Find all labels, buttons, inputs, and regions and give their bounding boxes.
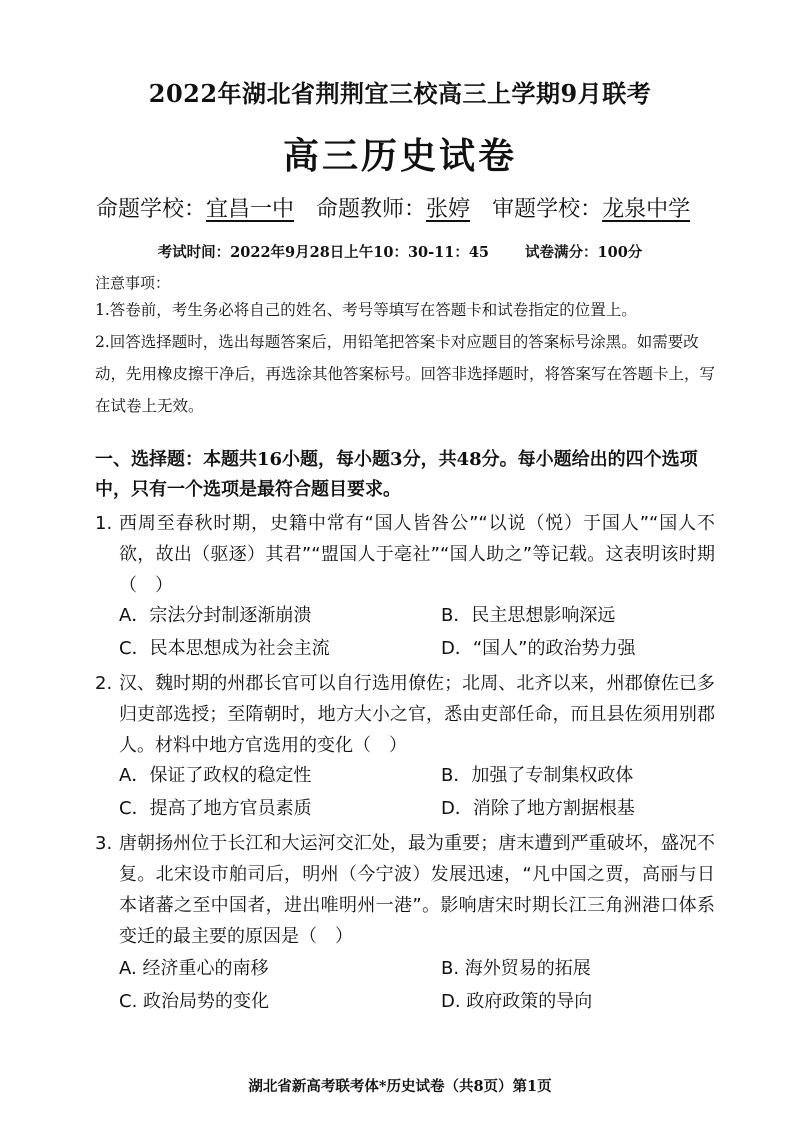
school-label: 命题学校： (96, 197, 207, 222)
exam-time: 考试时间：2022年9月28日上午10：30-11：45 (157, 244, 490, 261)
question-stem: 唐朝扬州位于长江和大运河交汇处，最为重要；唐末遭到严重破坏，盛况不复。北宋设市舶司后，明州（今宁波）发展迅速，“凡中国之贾，高丽与日本诸蕃之至中国者，进出唯明州一港”。影响唐宋时期长江三角洲港口体系变迁的最主要的原因是（ ） (119, 833, 715, 947)
school-value: 宜昌一中 (206, 197, 295, 222)
option-b: B. 海外贸易的拓展 (441, 958, 591, 979)
full-score: 试卷满分：100分 (525, 244, 643, 261)
option-d: D．“国人”的政治势力强 (441, 638, 636, 659)
question-stem: 西周至春秋时期，史籍中常有“国人皆咎公”“以说（悦）于国人”“国人不欲，故出（驱逐）其君”“盟国人于亳社”“国人助之”等记载。这表明该时期（ ） (119, 513, 715, 596)
exam-info (0, 241, 800, 262)
question-number: 2. (95, 673, 113, 694)
reviewer-label: 审题学校： (492, 197, 603, 222)
teacher-value: 张婷 (426, 197, 471, 222)
question-1 (95, 508, 715, 601)
option-a: A. 经济重心的南移 (119, 958, 269, 979)
reviewer-value: 龙泉中学 (602, 197, 691, 222)
question-number: 3. (95, 833, 113, 854)
staff-line (96, 192, 690, 223)
option-c: C．民本思想成为社会主流 (119, 638, 330, 659)
option-b: B．加强了专制集权政体 (441, 765, 634, 786)
option-d: D. 政府政策的导向 (441, 991, 593, 1012)
option-a: A．宗法分封制逐渐崩溃 (119, 605, 312, 626)
option-c: C．提高了地方官员素质 (119, 798, 312, 819)
question-3 (95, 828, 715, 952)
subject-title: 高三历史试卷 (282, 135, 517, 177)
exam-title: 2022年湖北省荆荆宜三校高三上学期9月联考 (148, 79, 652, 108)
notice-heading: 注意事项： (95, 274, 171, 292)
question-number: 1. (95, 513, 113, 534)
teacher-label: 命题教师： (316, 197, 427, 222)
option-a: A．保证了政权的稳定性 (119, 765, 312, 786)
option-d: D．消除了地方割据根基 (441, 798, 635, 819)
notice-item-2: 2.回答选择题时，选出每题答案后，用铅笔把答案卡对应题目的答案标号涂黑。如需要改动，先用橡皮擦干净后，再选涂其他答案标号。回答非选择题时，将答案写在答题卡上，写在试卷上无效。 (95, 333, 716, 415)
option-c: C. 政治局势的变化 (119, 991, 270, 1012)
section-heading: 一、选择题：本题共16小题，每小题3分，共48分。每小题给出的四个选项中，只有一个选项是最符合题目要求。 (95, 449, 698, 500)
option-b: B．民主思想影响深远 (441, 605, 616, 626)
page-footer: 湖北省新高考联考体*历史试卷（共8页）第1页 (248, 1078, 552, 1095)
question-2 (95, 668, 715, 761)
notice-item-1: 1.答卷前，考生务必将自己的姓名、考号等填写在答题卡和试卷指定的位置上。 (95, 301, 637, 319)
question-stem: 汉、魏时期的州郡长官可以自行选用僚佐；北周、北齐以来，州郡僚佐已多归吏部选授；至隋朝时，地方大小之官，悉由吏部任命，而且县佐须用别郡人。材料中地方官选用的变化（ ） (119, 673, 715, 756)
